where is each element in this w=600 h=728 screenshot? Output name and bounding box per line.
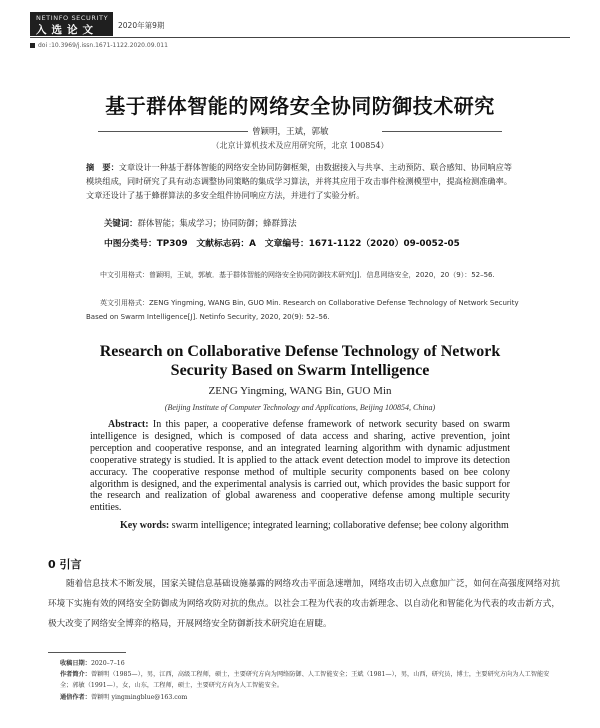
footnote-rule [48, 652, 126, 653]
affiliation-en: (Beijing Institute of Computer Technology and Applications, Beijing 100854, China) [164, 403, 436, 412]
keywords-cn [104, 217, 297, 229]
authors-en: ZENG Yingming, WANG Bin, GUO Min [208, 385, 392, 397]
body-paragraph: 随着信息技术不断发展，国家关键信息基础设施暴露的网络攻击平面急速增加，网络攻击切入点愈加广泛，如何在高强度网络对抗环境下实施有效的网络安全防御成为网络攻防对抗的焦点。以社会工程为代表的攻击新理念、以自动化和智能化为代表的攻击新方式，极大改变了网络安全博弈的格局，开展网络安全防御新技术研究迫在眉睫。 [48, 579, 560, 629]
doi-square-icon [30, 43, 35, 48]
bio-text: 曾颖明（1985—），男，江西，高级工程师，硕士，主要研究方向为网络防御、人工智能安全；王斌（1981—），男，山西，研究员，博士，主要研究方向为人工智能安全；郭敏（1991—），女，山东，工程师，硕士，主要研究方向为人工智能安全。 [60, 671, 550, 690]
footnote-received [60, 658, 560, 669]
footnote-contact [60, 692, 560, 703]
title-en-line2: Security Based on Swarm Intelligence [170, 362, 430, 379]
keywords-cn-label: 关键词： [104, 218, 138, 228]
issue-label: 2020年第9期 [118, 21, 165, 30]
section-heading: 0 引言 [48, 558, 82, 571]
received-label: 收稿日期： [60, 660, 91, 667]
journal-header [0, 12, 600, 36]
title-cn: 基于群体智能的网络安全协同防御技术研究 [105, 94, 495, 118]
author-rule-left [98, 131, 248, 132]
contact-label: 通信作者： [60, 693, 91, 701]
keywords-en-text: swarm intelligence; integrated learning; collaborative defense; bee colony algorithm [169, 520, 509, 531]
authors-cn-row [98, 125, 502, 137]
citation-cn: 中文引用格式：曾颖明，王斌，郭敏．基于群体智能的网络安全协同防御技术研究[J]．信息网络安全，2020，20（9）：52–56. [100, 271, 495, 279]
abstract-cn-label: 摘 要： [86, 162, 119, 172]
bio-label: 作者简介： [60, 671, 91, 679]
received-date: 2020–7–16 [90, 660, 125, 667]
doi-line [30, 42, 168, 49]
footnote-bio [60, 669, 560, 691]
citation-en: 英文引用格式：ZENG Yingming, WANG Bin, GUO Min. Research on Collaborative Defense Technology of Network Security Based on Swarm Intelligence[J]. Netinfo Security, 2020, 20(9): 52–56. [86, 299, 519, 321]
abstract-cn [86, 160, 512, 203]
title-en-line1: Research on Collaborative Defense Technology of Network [99, 343, 501, 360]
affiliation-cn: （北京计算机技术及应用研究所，北京 100854） [211, 141, 389, 150]
classification-line: 中图分类号：TP309 文献标志码：A 文章编号：1671-1122（2020）09-0052-05 [104, 239, 460, 249]
journal-brand-small: NETINFO SECURITY [36, 14, 109, 22]
title-en [0, 342, 600, 380]
abstract-en-label: Abstract: [108, 419, 149, 430]
journal-brand [30, 12, 113, 36]
keywords-cn-text: 群体智能；集成学习；协同防御；蜂群算法 [137, 218, 297, 228]
keywords-en [90, 520, 510, 533]
section-label: 入选论文 [36, 24, 98, 36]
contact-text: 曾颖明 yingmingblue@163.com [90, 693, 188, 701]
authors-cn: 曾颖明，王斌，郭敏 [252, 127, 329, 137]
abstract-en [90, 419, 510, 514]
abstract-cn-text: 文章设计一种基于群体智能的网络安全协同防御框架，由数据接入与共享、主动预防、联合感知、协同响应等模块组成，同时研究了具有动态调整协同策略的集成学习算法，并将其应用于攻击事件检测模型中，提高检测准确率。文章还设计了基于蜂群算法的多安全组件协同响应方法，并进行了实验分析。 [86, 162, 512, 201]
doi-text: doi :10.3969/j.issn.1671-1122.2020.09.011 [38, 42, 168, 49]
abstract-en-text: In this paper, a cooperative defense framework of network security based on swarm intelligence is designed, which is composed of data access and sharing, active prevention, joint perception and cooperative response, and an integrated learning algorithm with dynamic adjustment cooperative strategy is studied. It is applied to the attack event detection model to improve its detection accuracy. The cooperative response method of multiple security components based on bee colony algorithm is designed, and the experimental analysis is carried out, which provides the basic support for the research and realization of global awareness and cooperative defense among multiple security entities. [90, 419, 510, 514]
footnotes [60, 658, 560, 703]
keywords-en-label: Key words: [120, 520, 170, 531]
author-rule-right [382, 131, 502, 132]
header-rule [30, 37, 570, 38]
